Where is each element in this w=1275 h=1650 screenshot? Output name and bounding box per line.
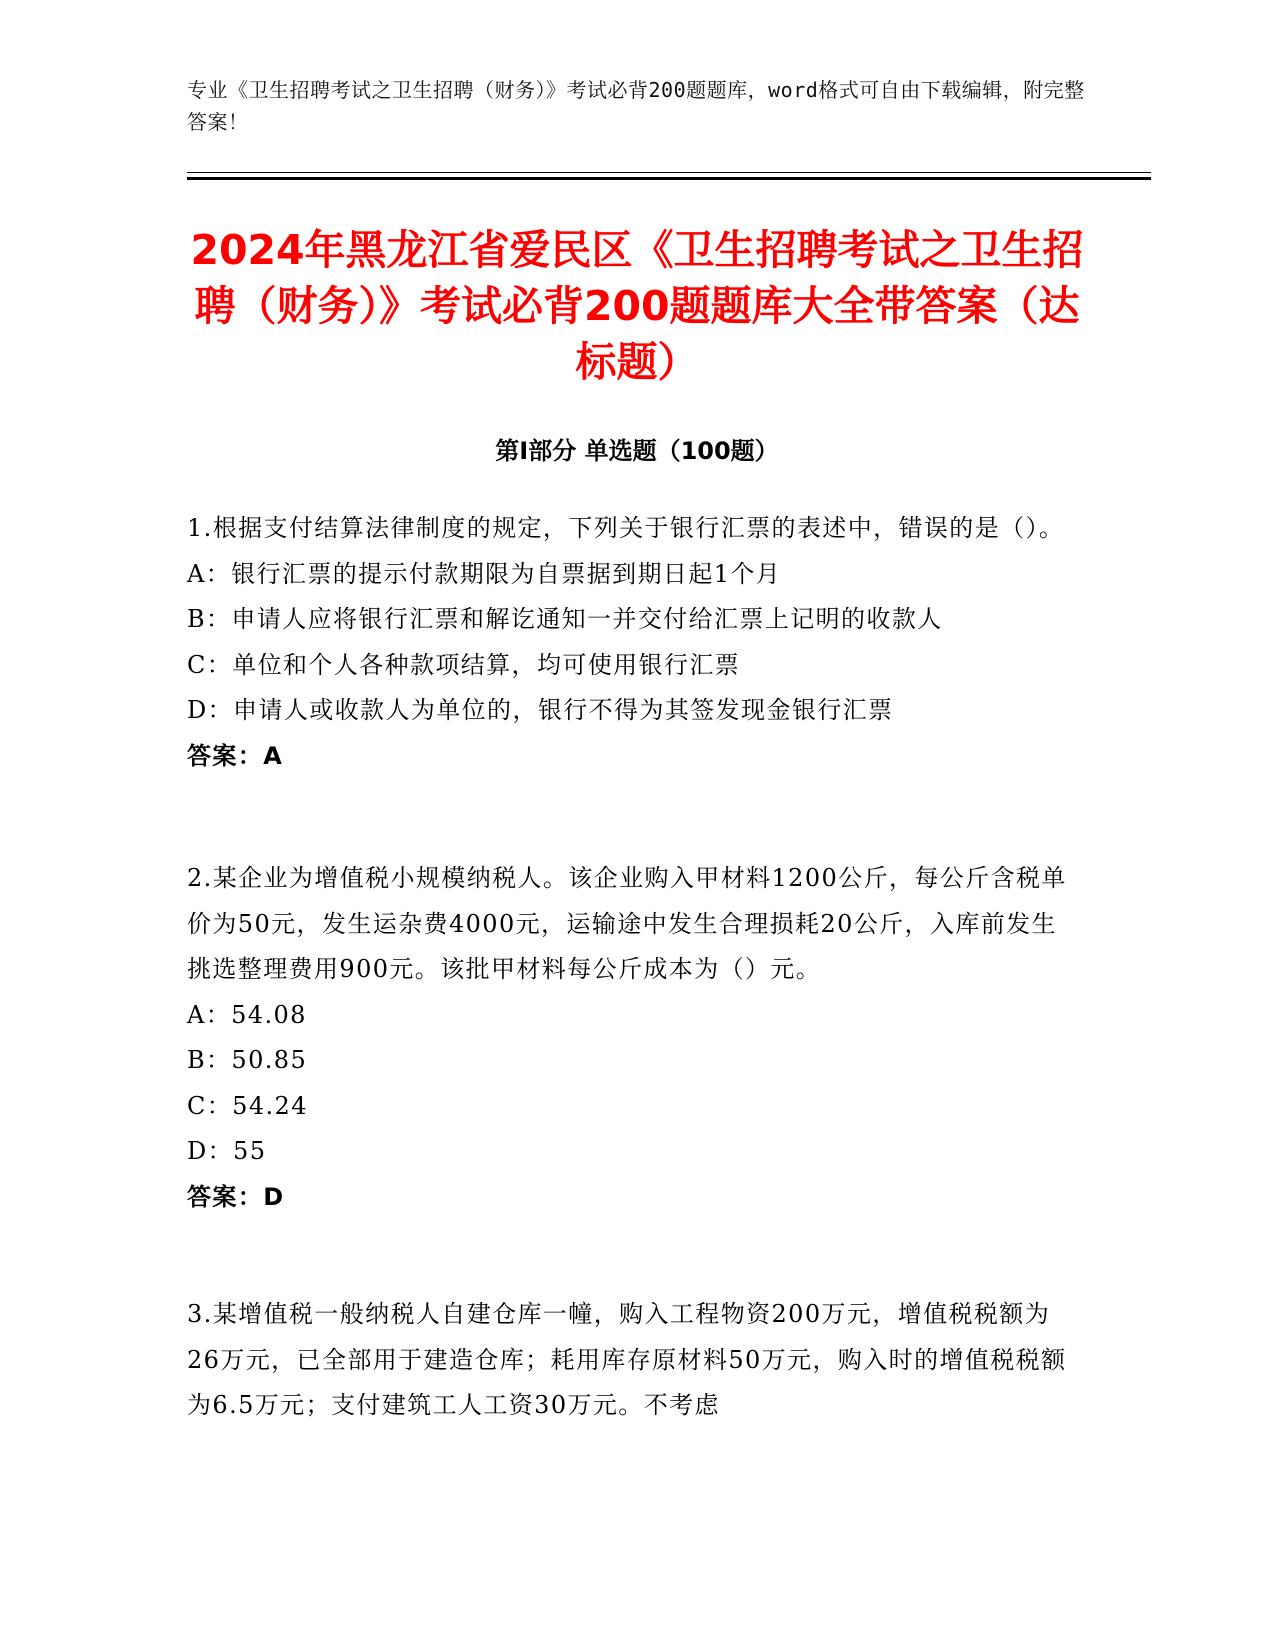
option-d: D：55 [187,1137,267,1165]
header-divider-thick [187,177,1151,180]
option-c: C：54.24 [187,1091,308,1120]
header-note: 专业《卫生招聘考试之卫生招聘（财务）》考试必背200题题库，word格式可自由下载编辑，附完整答案！ [187,78,1085,134]
question-1 [187,506,1067,779]
option-a: A：银行汇票的提示付款期限为自票据到期日起1个月 [187,559,782,588]
option-d: D：申请人或收款人为单位的，银行不得为其签发现金银行汇票 [187,696,894,724]
question-stem: 1.根据支付结算法律制度的规定，下列关于银行汇票的表述中，错误的是（）。 [187,514,1065,542]
option-c: C：单位和个人各种款项结算，均可使用银行汇票 [187,650,741,679]
option-a: A：54.08 [187,1000,307,1029]
question-2 [187,856,1067,1220]
question-stem: 2.某企业为增值税小规模纳税人。该企业购入甲材料1200公斤，每公斤含税单价为50元，发生运杂费4000元，运输途中发生合理损耗20公斤，入库前发生挑选整理费用900元。该批甲材料每公斤成本为（）元。 [187,864,1067,983]
answer-label: 答案：A [187,741,284,770]
question-3 [187,1292,1067,1429]
answer-label: 答案：D [187,1182,285,1211]
header-divider-thin [187,172,1151,173]
question-stem: 3.某增值税一般纳税人自建仓库一幢，购入工程物资200万元，增值税税额为26万元，已全部用于建造仓库；耗用库存原材料50万元，购入时的增值税税额为6.5万元；支付建筑工人工资30万元。不考虑 [187,1300,1067,1419]
section-title: 第Ⅰ部分 单选题（100题） [495,437,779,465]
option-b: B：申请人应将银行汇票和解讫通知一并交付给汇票上记明的收款人 [187,605,943,633]
option-b: B：50.85 [187,1046,308,1074]
document-title: 2024年黑龙江省爱民区《卫生招聘考试之卫生招聘（财务）》考试必背200题题库大全带答案（达标题） [190,226,1084,386]
